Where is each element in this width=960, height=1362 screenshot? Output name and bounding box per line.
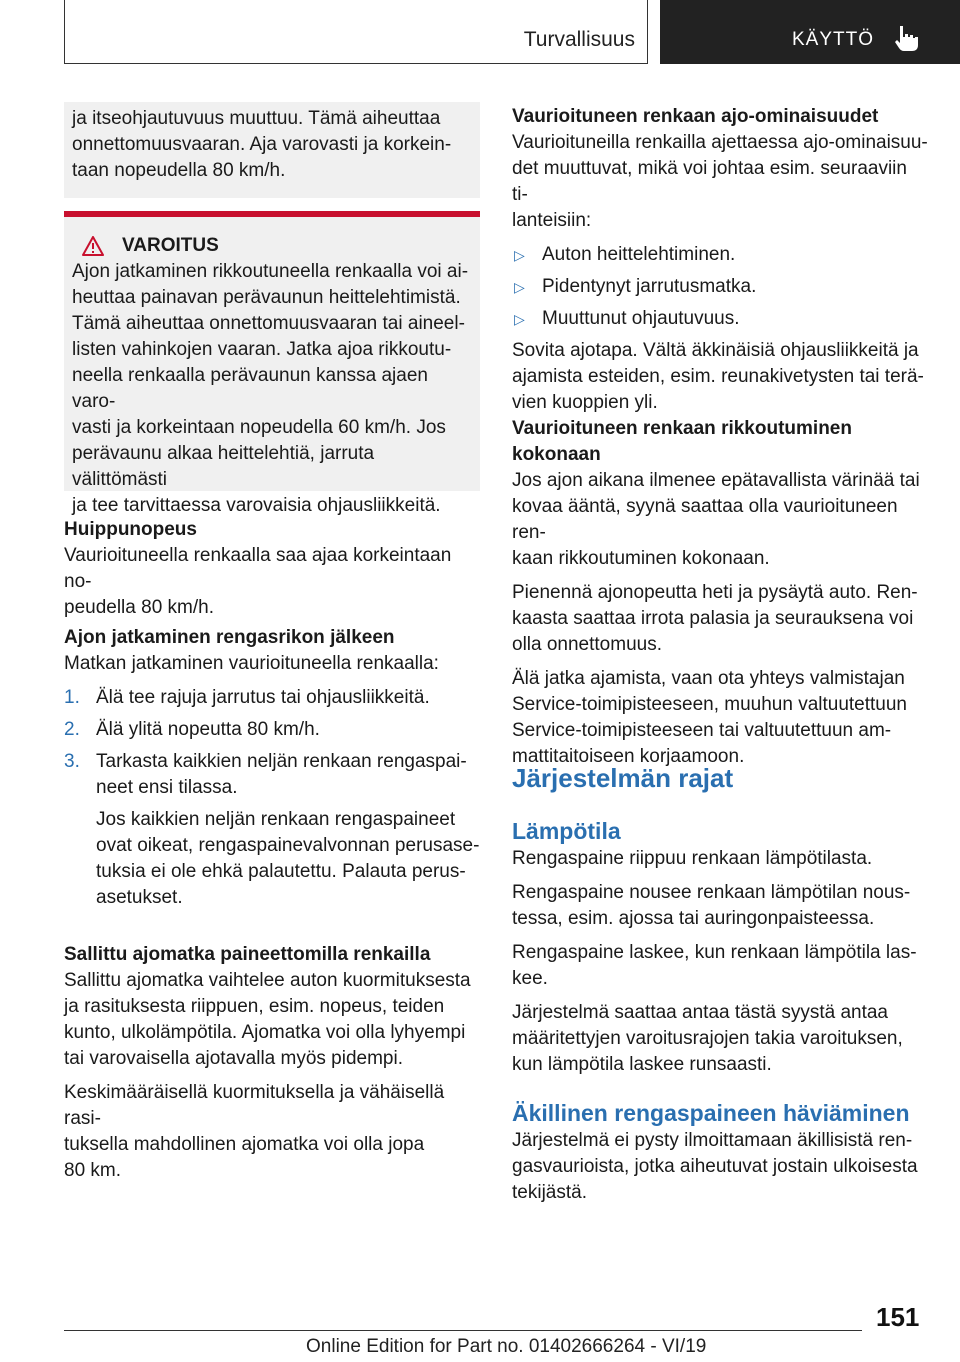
paragraph-line: gasvaurioista, jotka aiheutuvat jostain ulkoisesta — [512, 1156, 918, 1177]
warning-line: heuttaa painavan perävaunun heittelehtimistä. — [72, 287, 461, 308]
paragraph-line: Vaurioituneilla renkailla ajettaessa ajo-ominaisuu- — [512, 132, 928, 153]
paragraph-line: ja rasituksesta riippuen, esim. nopeus, teiden — [64, 996, 445, 1017]
paragraph-line: tekijästä. — [512, 1182, 587, 1203]
paragraph-line: kaasta saattaa irrota palasia ja seurauksena voi — [512, 608, 914, 629]
chapter-tab-label: KÄYTTÖ — [792, 29, 875, 50]
handling-heading: Vaurioituneen renkaan ajo-ominaisuudet — [512, 106, 879, 127]
temperature-section — [512, 816, 928, 1078]
page-number: 151 — [876, 1302, 920, 1332]
warning-line: neella renkaalla perävaunun kanssa ajaen varo- — [72, 365, 428, 412]
warning-line: ja tee tarvittaessa varovaisia ohjausliikkeitä. — [72, 495, 441, 516]
paragraph-line: Service-toimipisteeseen tai valtuutettuun am- — [512, 720, 892, 741]
step-text: Älä ylitä nopeutta 80 km/h. — [96, 719, 320, 740]
bullet-text: Auton heittelehtiminen. — [542, 244, 736, 265]
list-item — [64, 749, 480, 911]
paragraph-line: Vaurioituneella renkaalla saa ajaa korkeintaan no- — [64, 545, 452, 592]
footer-divider — [64, 1330, 862, 1331]
bullet-triangle-icon: ▷ — [514, 311, 525, 327]
step-number: 1. — [64, 687, 80, 708]
failure-heading: Vaurioituneen renkaan rikkoutuminen — [512, 418, 852, 439]
footer-edition: Online Edition for Part no. 01402666264 - VI/19 — [306, 1336, 707, 1357]
paragraph-line: Jos ajon aikana ilmenee epätavallista värinää tai — [512, 470, 920, 491]
list-item — [512, 274, 928, 300]
step-note-line: tuksia ei ole ehkä palautettu. Palauta perus- — [96, 861, 466, 882]
continue-section — [64, 625, 480, 917]
warning-line: vasti ja korkeintaan nopeudella 60 km/h. Jos — [72, 417, 446, 438]
paragraph-line: Älä jatka ajamista, vaan ota yhteys valmistajan — [512, 668, 905, 689]
paragraph-line: mattitaitoiseen korjaamoon. — [512, 746, 745, 767]
warning-line: listen vahinkojen vaaran. Jatka ajoa rikkoutu- — [72, 339, 452, 360]
paragraph-line: Järjestelmä saattaa antaa tästä syystä antaa — [512, 1002, 888, 1023]
top-speed-section — [64, 517, 480, 621]
paragraph-line: olla onnettomuus. — [512, 634, 662, 655]
step-number: 3. — [64, 751, 80, 772]
list-item — [512, 306, 928, 332]
paragraph-line: ajamista esteiden, esim. reunakivetysten tai terä- — [512, 366, 924, 387]
note-line: ja itseohjautuvuus muuttuu. Tämä aiheuttaa — [72, 108, 441, 129]
paragraph-line: kovaa ääntä, syynä saattaa olla vaurioituneen ren- — [512, 496, 898, 543]
step-note — [96, 807, 480, 911]
sudden-loss-heading: Äkillinen rengaspaineen häviäminen — [512, 1100, 910, 1126]
paragraph-line: kun lämpötila laskee runsaasti. — [512, 1054, 772, 1075]
range-heading: Sallittu ajomatka paineettomilla renkailla — [64, 944, 431, 965]
step-text: Tarkasta kaikkien neljän renkaan rengaspai- — [96, 751, 467, 772]
step-number: 2. — [64, 719, 80, 740]
bullet-triangle-icon: ▷ — [514, 279, 525, 295]
paragraph-line: tuksella mahdollinen ajomatka voi olla jopa — [64, 1134, 425, 1155]
handling-bullets — [512, 242, 928, 332]
step-note-line: Jos kaikkien neljän renkaan rengaspaineet — [96, 809, 456, 830]
step-text: Älä tee rajuja jarrutus tai ohjausliikkeitä. — [96, 687, 430, 708]
list-item — [64, 717, 480, 743]
continue-intro: Matkan jatkaminen vaurioituneella renkaalla: — [64, 653, 439, 674]
paragraph-line: Rengaspaine laskee, kun renkaan lämpötila las- — [512, 942, 917, 963]
bullet-text: Pidentynyt jarrutusmatka. — [542, 276, 757, 297]
warning-line: Ajon jatkaminen rikkoutuneella renkaalla voi ai- — [72, 261, 469, 282]
paragraph-line: lanteisiin: — [512, 210, 592, 231]
warning-triangle-icon — [82, 236, 104, 256]
warning-box — [64, 217, 480, 516]
bullet-triangle-icon: ▷ — [514, 247, 525, 263]
bullet-text: Muuttunut ohjautuvuus. — [542, 308, 740, 329]
paragraph-line: peudella 80 km/h. — [64, 597, 214, 618]
paragraph-line: Sovita ajotapa. Vältä äkkinäisiä ohjausliikkeitä ja — [512, 340, 919, 361]
continue-heading: Ajon jatkaminen rengasrikon jälkeen — [64, 627, 395, 648]
paragraph-line: 80 km. — [64, 1160, 122, 1181]
paragraph-line: tai varovaisella ajotavalla myös pidempi. — [64, 1048, 403, 1069]
note-line: onnettomuusvaaran. Aja varovasti ja korkein- — [72, 134, 452, 155]
step-text: neet ensi tilassa. — [96, 777, 238, 798]
paragraph-line: det muuttuvat, mikä voi johtaa esim. seuraaviin ti- — [512, 158, 907, 205]
failure-section — [512, 416, 928, 770]
section-title: Turvallisuus — [523, 28, 635, 51]
sudden-loss-section — [512, 1098, 942, 1206]
list-item — [512, 242, 928, 268]
steps-list — [64, 685, 480, 911]
paragraph-line: Järjestelmä ei pysty ilmoittamaan äkillisistä ren- — [512, 1130, 913, 1151]
warning-title: VAROITUS — [122, 235, 219, 256]
limits-heading: Järjestelmän rajat — [512, 763, 734, 793]
hand-pointer-icon — [894, 24, 920, 52]
warning-line: Tämä aiheuttaa onnettomuusvaaran tai aineel- — [72, 313, 465, 334]
paragraph-line: Keskimääräisellä kuormituksella ja vähäisellä rasi- — [64, 1082, 445, 1129]
warning-header — [82, 235, 472, 257]
note-line: taan nopeudella 80 km/h. — [72, 160, 286, 181]
header-frame — [64, 0, 648, 64]
failure-heading: kokonaan — [512, 444, 601, 465]
paragraph-line: vien kuoppien yli. — [512, 392, 658, 413]
step-note-line: ovat oikeat, rengaspainevalvonnan perusase- — [96, 835, 480, 856]
paragraph-line: kunto, ulkolämpötila. Ajomatka voi olla lyhyempi — [64, 1022, 466, 1043]
paragraph-line: Sallittu ajomatka vaihtelee auton kuormituksesta — [64, 970, 471, 991]
step-note-line: asetukset. — [96, 887, 183, 908]
top-speed-heading: Huippunopeus — [64, 519, 197, 540]
list-item — [64, 685, 480, 711]
paragraph-line: Rengaspaine riippuu renkaan lämpötilasta. — [512, 848, 873, 869]
range-section — [64, 942, 480, 1184]
paragraph-line: kee. — [512, 968, 548, 989]
paragraph-line: määritettyjen varoitusrajojen takia varoituksen, — [512, 1028, 903, 1049]
paragraph-line: Service-toimipisteeseen, muuhun valtuutettuun — [512, 694, 908, 715]
warning-line: perävaunu alkaa heittelehtiä, jarruta välittömästi — [72, 443, 375, 490]
temperature-heading: Lämpötila — [512, 818, 621, 844]
paragraph-line: kaan rikkoutuminen kokonaan. — [512, 548, 770, 569]
handling-section — [512, 104, 928, 416]
paragraph-line: Rengaspaine nousee renkaan lämpötilan nous- — [512, 882, 911, 903]
paragraph-line: tessa, esim. ajossa tai auringonpaisteessa. — [512, 908, 875, 929]
note-box — [64, 102, 480, 198]
paragraph-line: Pienennä ajonopeutta heti ja pysäytä auto. Ren- — [512, 582, 918, 603]
